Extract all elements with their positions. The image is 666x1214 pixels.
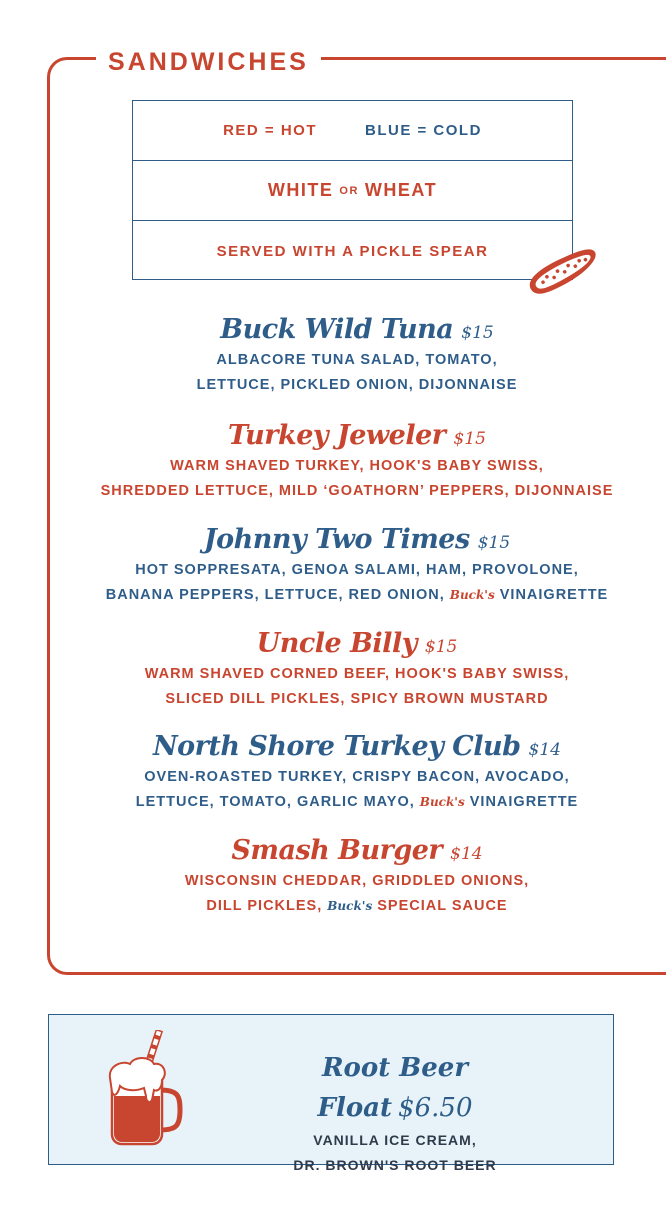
item-price: $15 — [424, 637, 458, 657]
item-name: Smash Burger — [231, 835, 443, 866]
item-name: North Shore Turkey Club — [152, 731, 521, 762]
float-name: Root Beer Float — [317, 1053, 469, 1123]
item-price: $15 — [461, 323, 494, 343]
menu-item — [48, 729, 666, 815]
item-desc-line1: ALBACORE TUNA SALAD, TOMATO, — [216, 352, 498, 368]
desc-text: VINAIGRETTE — [499, 587, 609, 603]
legend-hot: RED = HOT — [223, 122, 317, 139]
root-beer-float — [250, 1048, 540, 1178]
bread-choice — [133, 161, 572, 221]
section-title: SANDWICHES — [96, 44, 321, 80]
pickle-icon — [520, 238, 604, 304]
item-desc-line1: OVEN-ROASTED TURKEY, CRISPY BACON, AVOCADO, — [144, 769, 570, 785]
desc-text: VINAIGRETTE — [469, 794, 579, 810]
item-desc-line2: SLICED DILL PICKLES, SPICY BROWN MUSTARD — [165, 691, 549, 707]
root-beer-mug-icon — [104, 1030, 184, 1150]
item-price: $14 — [450, 844, 483, 864]
bread-or: OR — [339, 184, 359, 197]
desc-text: DILL PICKLES, — [206, 898, 323, 914]
item-name: Buck Wild Tuna — [220, 314, 454, 345]
brand-buck: Buck's — [419, 795, 465, 809]
item-price: $15 — [477, 533, 511, 553]
menu-item — [48, 626, 666, 712]
item-desc-line1: WARM SHAVED CORNED BEEF, HOOK'S BABY SWISS, — [144, 666, 570, 682]
info-box — [132, 100, 573, 280]
item-desc-line2 — [48, 894, 666, 919]
side-note: SERVED WITH A PICKLE SPEAR — [216, 242, 489, 260]
desc-text: SPECIAL SAUCE — [377, 898, 508, 914]
item-desc-line1: WARM SHAVED TURKEY, HOOK'S BABY SWISS, — [170, 458, 544, 474]
desc-text: BANANA PEPPERS, LETTUCE, RED ONION, — [105, 587, 445, 603]
legend-cold: BLUE = COLD — [365, 122, 482, 139]
item-name: Turkey Jeweler — [228, 420, 446, 451]
item-price: $15 — [453, 429, 486, 449]
menu-item — [48, 418, 666, 504]
menu-item — [48, 312, 666, 398]
item-name: Uncle Billy — [256, 628, 417, 659]
item-desc-line1: HOT SOPPRESATA, GENOA SALAMI, HAM, PROVOLONE, — [135, 562, 579, 578]
brand-buck: Buck's — [449, 588, 495, 602]
menu-item — [48, 522, 666, 608]
color-legend — [133, 101, 572, 161]
menu-item — [48, 833, 666, 919]
float-price: $6.50 — [398, 1093, 473, 1123]
bread-white: WHITE — [267, 180, 334, 200]
item-desc-line2: SHREDDED LETTUCE, MILD ‘GOATHORN’ PEPPERS, DIJONNAISE — [100, 483, 614, 499]
desc-text: LETTUCE, TOMATO, GARLIC MAYO, — [135, 794, 415, 810]
item-desc-line2 — [48, 583, 666, 608]
float-desc-line2: DR. BROWN'S ROOT BEER — [293, 1157, 497, 1173]
bread-wheat: WHEAT — [364, 180, 438, 200]
float-desc-line1: VANILLA ICE CREAM, — [313, 1132, 477, 1148]
item-desc-line2: LETTUCE, PICKLED ONION, DIJONNAISE — [196, 377, 518, 393]
item-desc-line1: WISCONSIN CHEDDAR, GRIDDLED ONIONS, — [184, 873, 530, 889]
item-desc-line2 — [48, 790, 666, 815]
brand-buck: Buck's — [327, 899, 373, 913]
item-name: Johnny Two Times — [203, 524, 470, 555]
item-price: $14 — [528, 740, 561, 760]
